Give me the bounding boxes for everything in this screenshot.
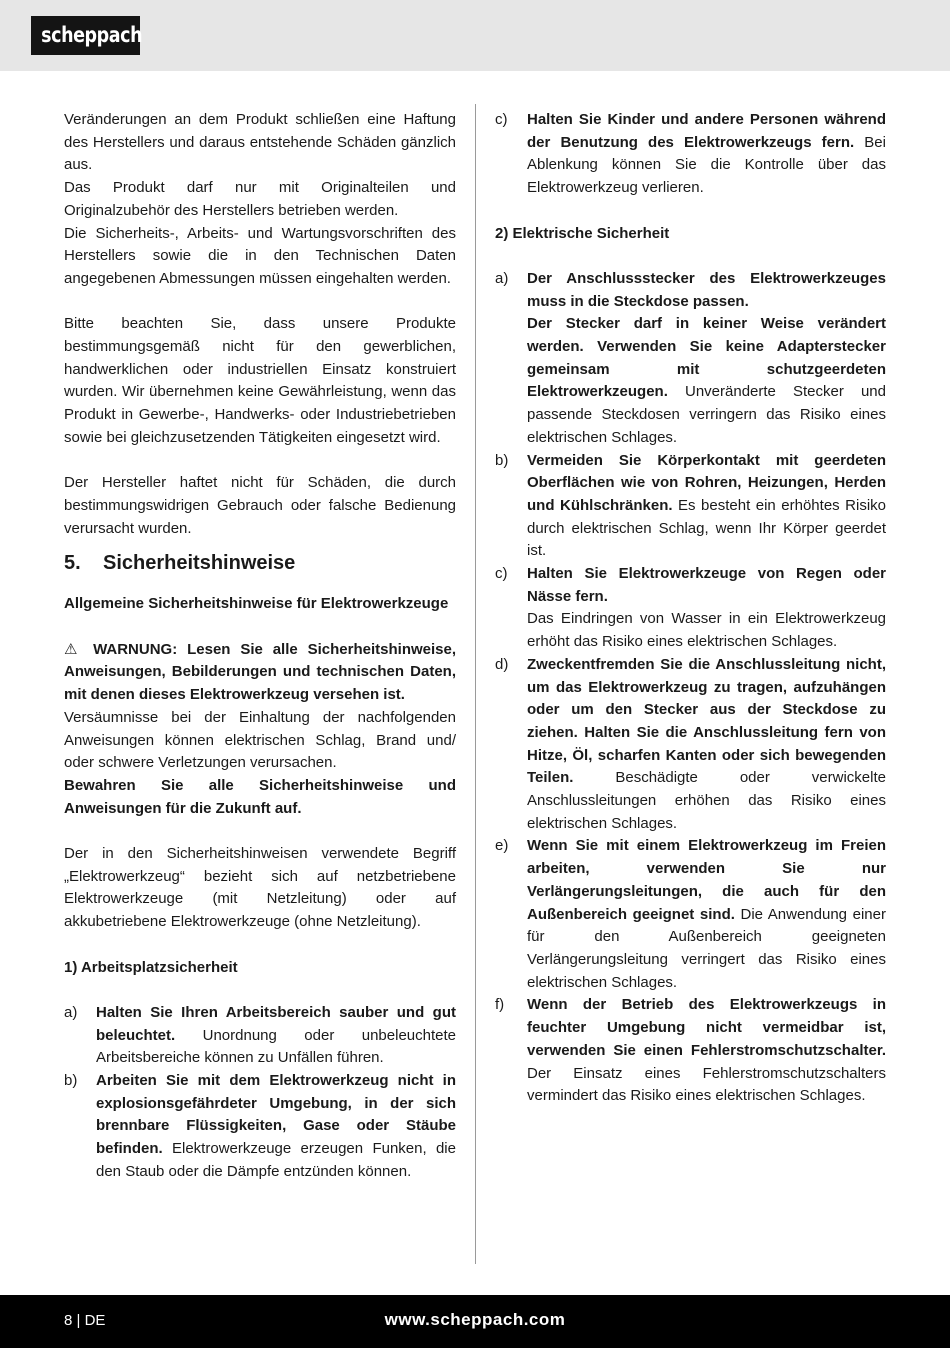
list-item-bold: Halten Sie Ihren Arbeitsbereich sauber und gut beleuchtet. [96, 1003, 456, 1044]
page-footer [0, 1295, 950, 1348]
list-item-text: Elektrowerkzeuge erzeugen Funken, die den Staub oder die Dämpfe entzünden können. [96, 1140, 456, 1180]
list-item-bold: Der Anschlussstecker des Elektrowerkzeuges muss in die Steckdose passen. [527, 269, 886, 310]
list-item [495, 109, 886, 200]
paragraph-intended-use: Bitte beachten Sie, dass unsere Produkte bestimmungsgemäß nicht für den gewerblichen, handwerklichen oder industriellen Einsatz konstruiert wurden. Wir übernehmen keine Gewährleistung, wenn das Produkt in Gewerbe-, Handwerks- oder Industriebetrieben sowie bei gleichzusetzenden Tätigkeiten eingesetzt wird. [64, 315, 456, 446]
list-item-text: Bei Ablenkung können Sie die Kontrolle über das Elektrowerkzeug verlieren. [527, 133, 886, 197]
column-divider [475, 104, 476, 1264]
paragraph-original-parts: Das Produkt darf nur mit Originalteilen und Originalzubehör des Herstellers betrieben werden. [64, 179, 456, 219]
list-item-bold: Wenn der Betrieb des Elektrowerkzeugs in feuchter Umgebung nicht vermeidbar ist, verwenden Sie einen Fehlerstromschutzschalter. [527, 996, 886, 1059]
list-item-bold: Vermeiden Sie Körperkontakt mit geerdeten Oberflächen wie von Rohren, Heizungen, Herden und Kühlschränken. [527, 451, 886, 514]
list-item-label: d) [495, 655, 509, 673]
scheppach-logo: scheppach [31, 16, 140, 55]
section-title: Sicherheitshinweise [103, 552, 296, 575]
warning-icon: ⚠ [64, 640, 84, 658]
section-number: 5. [64, 552, 81, 575]
list-item [495, 654, 886, 836]
list-item [495, 268, 886, 450]
list-item-label: e) [495, 837, 509, 855]
list-item-label: c) [495, 111, 508, 128]
list-item-bold: Halten Sie Kinder und andere Personen während der Benutzung des Elektrowerkzeugs fern. [527, 111, 886, 151]
list-item-label: b) [495, 451, 509, 469]
list-item-label: f) [495, 996, 505, 1014]
list-item-bold: Arbeiten Sie mit dem Elektrowerkzeug nicht in explosionsgefährdeter Umgebung, in der sich brennbare Flüssigkeiten, Gase oder Stäube befinden. [96, 1072, 456, 1158]
general-safety-subheading: Allgemeine Sicherheitshinweise für Elektrowerkzeuge [64, 595, 449, 613]
keep-instructions: Bewahren Sie alle Sicherheitshinweise und Anweisungen für die Zukunft auf. [64, 776, 456, 817]
list-item-bold: Der Stecker darf in keiner Weise verändert werden. Verwenden Sie keine Adapterstecker gemeinsam mit schutzgeerdeten Elektrowerkzeugen. [527, 315, 886, 401]
list-item-text: Die Anwendung einer für den Außenbereich geeigneten Verlängerungsleitung verringert das Risiko eines elektrischen Schlages. [527, 905, 886, 991]
warning-consequences: Versäumnisse bei der Einhaltung der nachfolgenden Anweisungen können elektrischen Schlag, Brand und/ oder schwere Verletzungen verursachen. [64, 708, 456, 772]
paragraph-term-definition: Der in den Sicherheitshinweisen verwendete Begriff „Elektrowerkzeug“ bezieht sich auf netzbetriebene Elektrowerkzeuge (mit Netzleitung) oder auf akkubetriebene Elektrowerkzeuge (ohne Netzleitung). [64, 845, 456, 931]
list-item [495, 450, 886, 564]
left-column [64, 109, 456, 1184]
list-item-bold: Halten Sie Elektrowerkzeuge von Regen oder Nässe fern. [527, 565, 886, 605]
list-item-text: Der Einsatz eines Fehlerstromschutzschalters vermindert das Risiko eines elektrischen Schlages. [527, 1064, 886, 1105]
paragraph-modifications: Veränderungen an dem Produkt schließen eine Haftung des Herstellers und daraus entstehende Schäden gänzlich aus. [64, 111, 456, 174]
list-item [495, 994, 886, 1108]
list-item-label: a) [64, 1003, 78, 1021]
list-item-text: Es besteht ein erhöhtes Risiko durch elektrischen Schlag, wenn Ihr Körper geerdet ist. [527, 496, 887, 560]
list-item-label: b) [64, 1072, 78, 1090]
paragraph-liability: Der Hersteller haftet nicht für Schäden, die durch bestimmungswidrigen Gebrauch oder falsche Bedienung verursacht wurden. [64, 474, 456, 537]
list-item-text: Das Eindringen von Wasser in ein Elektrowerkzeug erhöht das Risiko eines elektrischen Schlages. [527, 610, 886, 651]
list-item-bold: Zweckentfremden Sie die Anschlussleitung nicht, um das Elektrowerkzeug zu tragen, aufzuhängen oder um den Stecker aus der Steckdose zu ziehen. Halten Sie die Anschlussleitung fern von Hitze, Öl, scharfen Kanten oder sich bewegenden Teilen. [527, 655, 886, 787]
list-item-text: Unveränderte Stecker und passende Steckdosen verringern das Risiko eines elektrischen Schlages. [527, 383, 886, 446]
page-number: 8 | DE [64, 1312, 106, 1329]
list-item [64, 1070, 456, 1184]
list-item [495, 835, 886, 994]
list-item-text: Unordnung oder unbeleuchtete Arbeitsbereiche können zu Unfällen führen. [96, 1026, 456, 1067]
list-item [495, 563, 886, 654]
list-item-label: c) [495, 565, 508, 583]
list-item-text: Beschädigte oder verwickelte Anschlussleitungen erhöhen das Risiko eines elektrischen Schlages. [527, 769, 886, 832]
warning-bold: WARNUNG: Lesen Sie alle Sicherheitshinweise, Anweisungen, Bebilderungen und technischen Daten, mit denen dieses Elektrowerkzeug versehen ist. [64, 640, 457, 704]
list-item-bold: Wenn Sie mit einem Elektrowerkzeug im Freien arbeiten, verwenden Sie nur Verlängerungsleitungen, die auch für den Außenbereich geeignet sind. [527, 837, 886, 923]
page-header [0, 0, 950, 71]
website-url: www.scheppach.com [384, 1310, 566, 1329]
section-heading [64, 550, 456, 576]
list-item [64, 1002, 456, 1070]
list-item-label: a) [495, 269, 509, 287]
paragraph-regulations: Die Sicherheits-, Arbeits- und Wartungsvorschriften des Herstellers sowie die in den Technischen Daten angegebenen Abmessungen müssen eingehalten werden. [64, 224, 456, 287]
right-column [495, 109, 886, 1108]
electrical-safety-subheading: 2) Elektrische Sicherheit [495, 224, 670, 242]
workplace-safety-subheading: 1) Arbeitsplatzsicherheit [64, 958, 238, 976]
warning-paragraph [64, 639, 456, 707]
